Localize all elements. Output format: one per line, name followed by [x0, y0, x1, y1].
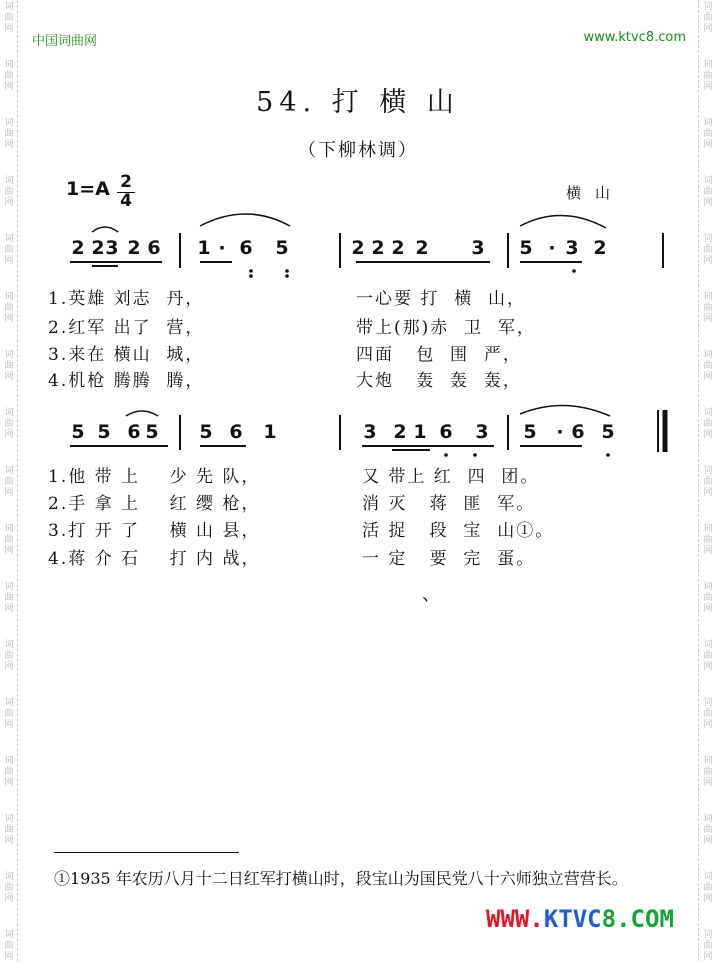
slur	[520, 405, 610, 416]
footer-url-char: O	[644, 905, 660, 933]
note: 5	[199, 421, 213, 443]
note: ·	[218, 237, 226, 259]
song-subtitle: （下柳林调）	[298, 140, 418, 161]
note: 5	[519, 237, 533, 259]
side-watermark: 词 曲 网	[4, 60, 14, 92]
lyric-line-right: 活 捉 段 宝 山①。	[362, 521, 555, 541]
side-watermark: 词 曲 网	[703, 814, 713, 846]
side-watermark: 词 曲 网	[4, 176, 14, 208]
note: 6	[147, 237, 161, 259]
footer-url-char: .	[616, 905, 631, 933]
note: 6	[439, 421, 453, 443]
lyric-line-right: 一心要 打 横 山，	[356, 289, 527, 309]
side-watermark: 词 曲 网	[4, 292, 14, 324]
note: 2	[593, 237, 607, 259]
site-url[interactable]: www.ktvc8.com	[583, 30, 686, 45]
side-watermark: 词 曲 网	[4, 118, 14, 150]
side-watermark: 词 曲 网	[4, 350, 14, 382]
footer-url-char: C	[630, 905, 645, 933]
side-watermark: 词 曲 网	[4, 524, 14, 556]
footer-url-char: .	[529, 905, 544, 933]
note: 2	[371, 237, 385, 259]
footer-watermark-url[interactable]	[486, 905, 674, 933]
lyric-line-left: 1.他 带 上 少 先 队，	[48, 467, 261, 487]
note: 6	[229, 421, 243, 443]
side-watermark: 词 曲 网	[4, 872, 14, 904]
side-watermark: 词 曲 网	[703, 930, 713, 962]
side-watermark: 词 曲 网	[4, 466, 14, 498]
time-signature-bottom: 4	[120, 191, 132, 211]
side-watermark: 词 曲 网	[4, 756, 14, 788]
note: 3	[471, 237, 485, 259]
note: 3	[363, 421, 377, 443]
note: 5	[275, 237, 289, 259]
footer-url-char: C	[587, 905, 602, 933]
note: 2	[393, 421, 407, 443]
time-signature-top: 2	[117, 174, 135, 193]
note: 6	[239, 237, 253, 259]
side-watermark: 词 曲 网	[4, 408, 14, 440]
octave-dot	[572, 269, 576, 273]
note: 5	[145, 421, 159, 443]
song-title: 54. 打 横 山	[256, 87, 460, 118]
note: 6	[127, 421, 141, 443]
note: 2	[71, 237, 85, 259]
footer-url-char: K	[543, 905, 559, 933]
note: 3	[475, 421, 489, 443]
note: 3	[565, 237, 579, 259]
slur	[126, 411, 158, 416]
lyric-line-left: 1.英雄 刘志 丹，	[48, 289, 205, 309]
note: 5	[523, 421, 537, 443]
lyric-line-left: 3.来在 横山 城，	[48, 345, 205, 365]
side-watermark: 词 曲 网	[703, 2, 713, 34]
lyric-line-left: 4.机枪 腾腾 腾，	[48, 371, 205, 391]
side-watermark: 词 曲 网	[4, 582, 14, 614]
note: 3	[105, 237, 119, 259]
lyric-line-left: 2.红军 出了 营，	[48, 318, 205, 338]
side-watermark: 词 曲 网	[703, 582, 713, 614]
footer-url-char: 8	[601, 905, 617, 933]
side-watermark: 词 曲 网	[703, 408, 713, 440]
note: 6	[571, 421, 585, 443]
note: 2	[351, 237, 365, 259]
side-watermark: 词 曲 网	[4, 640, 14, 672]
octave-dot	[285, 274, 289, 278]
note: 1	[263, 421, 277, 443]
lyric-line-left: 4.蒋 介 石 打 内 战，	[48, 549, 261, 569]
side-watermark: 词 曲 网	[703, 640, 713, 672]
lyric-line-right: 消 灭 蒋 匪 军。	[362, 494, 536, 514]
octave-dot	[606, 453, 610, 457]
footer-url-char: M	[659, 905, 674, 933]
side-watermark: 词 曲 网	[4, 698, 14, 730]
lyric-line-left: 3.打 开 了 横 山 县，	[48, 521, 261, 541]
note: 2	[415, 237, 429, 259]
side-watermark: 词 曲 网	[703, 698, 713, 730]
key-signature: 1=A	[66, 178, 110, 200]
side-watermark: 词 曲 网	[703, 234, 713, 266]
side-watermark: 词 曲 网	[4, 234, 14, 266]
lyric-line-left: 2.手 拿 上 红 缨 枪，	[48, 494, 261, 514]
lyric-line-right: 一 定 要 完 蛋。	[362, 549, 536, 569]
side-watermark: 词 曲 网	[703, 872, 713, 904]
side-watermark: 词 曲 网	[703, 176, 713, 208]
lyric-line-right: 四面 包 围 严，	[356, 345, 522, 365]
side-watermark: 词 曲 网	[703, 350, 713, 382]
octave-dot	[444, 453, 448, 457]
note: 5	[601, 421, 615, 443]
lyric-line-right: 又 带上 红 四 团。	[362, 467, 540, 487]
octave-dot	[249, 274, 253, 278]
side-watermark: 词 曲 网	[703, 524, 713, 556]
footer-url-char: T	[558, 905, 573, 933]
lyric-line-right: 带上(那)赤 卫 军，	[356, 318, 536, 338]
note: 1	[413, 421, 427, 443]
slur	[92, 227, 118, 232]
octave-dot	[473, 453, 477, 457]
footer-url-char: W	[514, 905, 530, 933]
stray-mark: 、	[422, 584, 440, 605]
note: 2	[391, 237, 405, 259]
footnote-rule	[54, 852, 239, 853]
footer-url-char: W	[486, 905, 501, 933]
side-watermark: 词 曲 网	[703, 60, 713, 92]
side-watermark: 词 曲 网	[703, 466, 713, 498]
side-watermark: 词 曲 网	[4, 814, 14, 846]
side-watermark: 词 曲 网	[4, 2, 14, 34]
site-name[interactable]: 中国词曲网	[32, 34, 98, 49]
note: 2	[91, 237, 105, 259]
footnote: ①1935 年农历八月十二日红军打横山时，段宝山为国民党八十六师独立营营长。	[54, 869, 628, 888]
footer-url-char: W	[500, 905, 515, 933]
octave-dot	[285, 269, 289, 273]
octave-dot	[249, 269, 253, 273]
footer-url-char: V	[572, 905, 588, 933]
note: 5	[71, 421, 85, 443]
lyric-line-right: 大炮 轰 轰 轰，	[356, 371, 522, 391]
slur	[520, 215, 606, 228]
side-watermark: 词 曲 网	[703, 292, 713, 324]
note: ·	[556, 421, 564, 443]
side-watermark: 词 曲 网	[703, 756, 713, 788]
slur	[200, 214, 290, 226]
note: ·	[548, 237, 556, 259]
note: 1	[197, 237, 211, 259]
side-watermark: 词 曲 网	[703, 118, 713, 150]
note: 2	[127, 237, 141, 259]
side-watermark: 词 曲 网	[4, 930, 14, 962]
attribution: 横山	[566, 184, 625, 202]
note: 5	[97, 421, 111, 443]
